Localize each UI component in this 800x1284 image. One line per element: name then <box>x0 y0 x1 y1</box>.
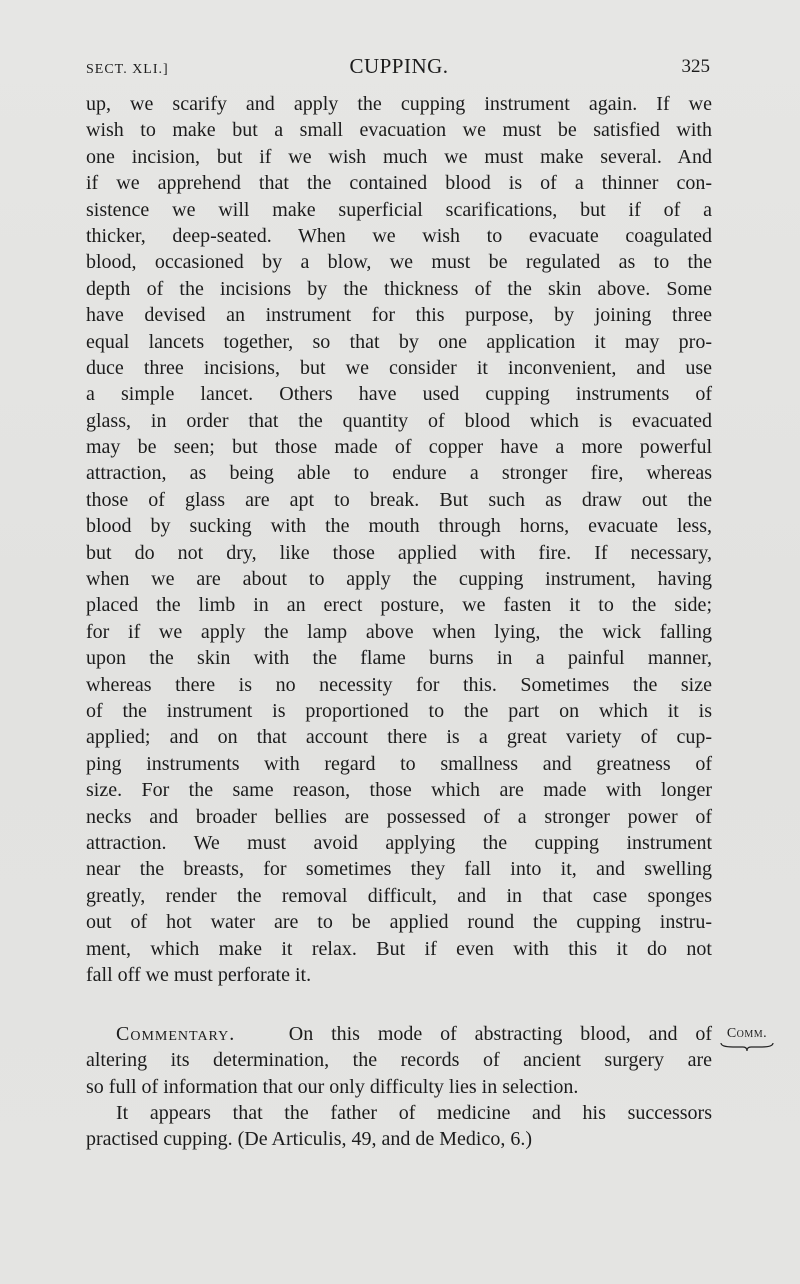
main-text-line: equal lancets together, so that by one application it may pro- <box>86 330 712 353</box>
main-text-line: when we are about to apply the cupping instrument, having <box>86 568 712 591</box>
margin-note-text: Comm. <box>726 1026 768 1041</box>
commentary-paragraph <box>86 1021 712 1100</box>
main-text-line: but do not dry, like those applied with fire. If necessary, <box>86 541 712 564</box>
main-text-line: necks and broader bellies are possessed of a stronger power of <box>86 805 712 828</box>
main-text-line: ment, which make it relax. But if even with this it do not <box>86 937 712 960</box>
paragraph-indent <box>86 1102 116 1124</box>
main-text-line: if we apprehend that the contained blood is of a thinner con- <box>86 172 712 195</box>
closing-paragraph <box>86 1100 712 1153</box>
main-text-line: placed the limb in an erect posture, we fasten it to the side; <box>86 594 712 617</box>
page-title: CUPPING. <box>349 54 449 78</box>
main-text-line: thicker, deep-seated. When we wish to evacuate coagulated <box>86 224 712 247</box>
running-header <box>86 52 712 84</box>
main-text-line: out of hot water are to be applied round the cupping instru- <box>86 911 712 934</box>
brace-icon <box>719 1042 775 1052</box>
main-text-line: for if we apply the lamp above when lying, the wick falling <box>86 620 712 643</box>
main-text-line: attraction, as being able to endure a stronger fire, whereas <box>86 462 712 485</box>
main-text-line: size. For the same reason, those which are made with longer <box>86 779 712 802</box>
main-paragraph <box>86 91 712 988</box>
main-text-line: fall off we must perforate it. <box>86 963 312 986</box>
closing-line: practised cupping. (De Articulis, 49, and de Medico, 6.) <box>86 1128 532 1151</box>
commentary-first-line-text: On this mode of abstracting blood, and of <box>288 1023 712 1045</box>
main-text-line: of the instrument is proportioned to the part on which it is <box>86 699 712 722</box>
main-text-line: ping instruments with regard to smallness and greatness of <box>86 752 712 775</box>
main-text-line: blood by sucking with the mouth through horns, evacuate less, <box>86 515 712 538</box>
main-text-line: have devised an instrument for this purpose, by joining three <box>86 304 712 327</box>
closing-line <box>86 1100 712 1126</box>
margin-note <box>716 1026 778 1052</box>
main-text-line: a simple lancet. Others have used cupping instruments of <box>86 383 712 406</box>
main-text-line: upon the skin with the flame burns in a painful manner, <box>86 647 712 670</box>
main-text-line: depth of the incisions by the thickness of the skin above. Some <box>86 277 712 300</box>
commentary-line: altering its determination, the records of ancient surgery are <box>86 1049 712 1072</box>
closing-line-text: It appears that the father of medicine and his successors <box>116 1102 712 1124</box>
main-text-line: near the breasts, for sometimes they fall into it, and swelling <box>86 858 712 881</box>
main-text-line: duce three incisions, but we consider it inconvenient, and use <box>86 356 712 379</box>
commentary-first-line <box>86 1021 712 1047</box>
main-text-line: whereas there is no necessity for this. Sometimes the size <box>86 673 712 696</box>
main-text-line: sistence we will make superficial scarifications, but if of a <box>86 198 712 221</box>
main-text-line: one incision, but if we wish much we must make several. And <box>86 145 712 168</box>
main-text-line: up, we scarify and apply the cupping instrument again. If we <box>86 93 712 115</box>
commentary-line: so full of information that our only difficulty lies in selection. <box>86 1075 579 1098</box>
commentary-lines <box>86 1047 712 1100</box>
main-text-line: those of glass are apt to break. But such as draw out the <box>86 488 712 511</box>
main-text-line: blood, occasioned by a blow, we must be regulated as to the <box>86 251 712 274</box>
main-text-line: greatly, render the removal difficult, and in that case sponges <box>86 884 712 907</box>
main-text-line: applied; and on that account there is a great variety of cup- <box>86 726 712 749</box>
page-number: 325 <box>681 56 710 77</box>
main-text-line: may be seen; but those made of copper have a more powerful <box>86 436 712 459</box>
main-text-line: attraction. We must avoid applying the cupping instrument <box>86 831 712 854</box>
main-text-line: glass, in order that the quantity of blood which is evacuated <box>86 409 712 432</box>
main-text-line: wish to make but a small evacuation we must be satisfied with <box>86 119 712 142</box>
commentary-label: Commentary. <box>116 1023 236 1045</box>
section-label: SECT. XLI.] <box>86 62 169 77</box>
